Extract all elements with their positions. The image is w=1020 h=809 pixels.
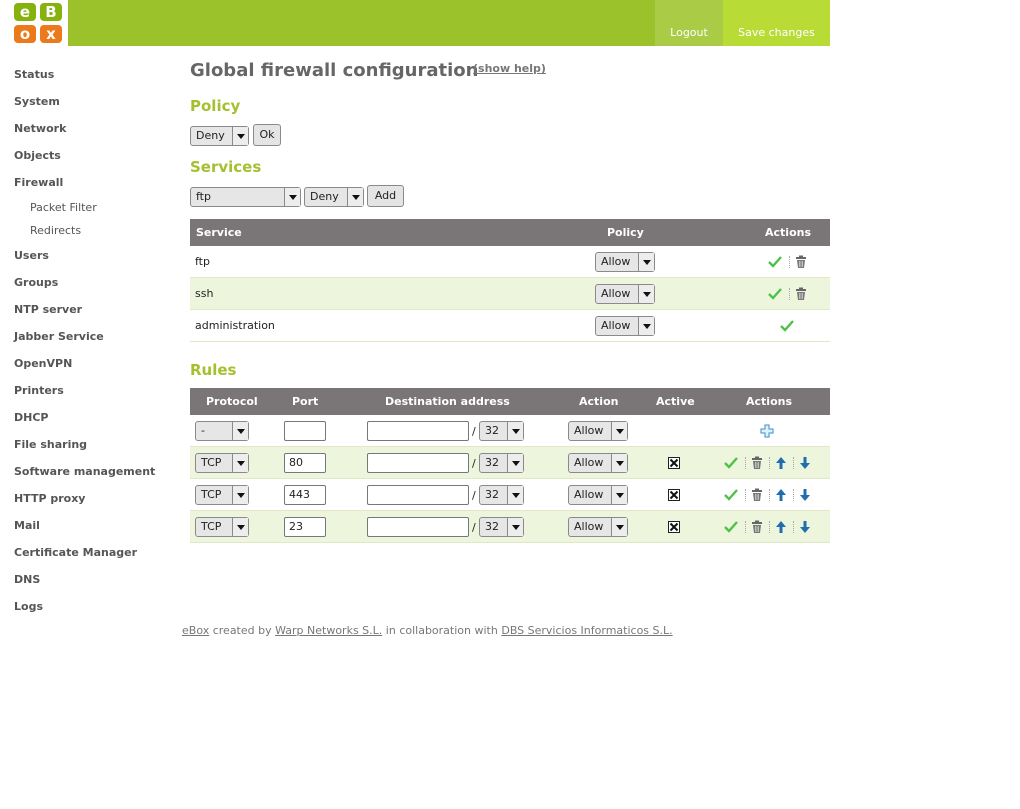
- policy-ok-button[interactable]: Ok: [253, 124, 281, 146]
- sidebar-item-openvpn[interactable]: OpenVPN: [14, 357, 73, 370]
- chevron-down-icon: [232, 127, 248, 145]
- chevron-down-icon: [611, 422, 627, 440]
- protocol-select-value: TCP: [201, 488, 222, 501]
- apply-check-icon[interactable]: [724, 520, 738, 534]
- sidebar-subitem-packet-filter[interactable]: Packet Filter: [30, 201, 97, 214]
- column-header-destination: Destination address: [385, 395, 510, 408]
- services-heading: Services: [190, 158, 262, 176]
- column-header-actions: Actions: [765, 226, 811, 239]
- service-select[interactable]: [190, 187, 301, 207]
- chevron-down-icon: [232, 422, 248, 440]
- mask-select-value: 32: [485, 424, 499, 437]
- logo-letter: e: [14, 3, 36, 21]
- active-checkbox[interactable]: [668, 521, 680, 533]
- protocol-select[interactable]: [195, 485, 249, 505]
- dbs-link[interactable]: DBS Servicios Informaticos S.L.: [501, 624, 673, 637]
- ebox-logo[interactable]: [14, 3, 64, 43]
- action-select[interactable]: [568, 485, 628, 505]
- protocol-select[interactable]: [195, 517, 249, 537]
- column-header-action: Action: [579, 395, 619, 408]
- sidebar-item-logs[interactable]: Logs: [14, 600, 43, 613]
- separator: [789, 256, 790, 268]
- apply-check-icon[interactable]: [768, 255, 782, 269]
- policy-select[interactable]: [190, 126, 249, 146]
- mask-select[interactable]: [479, 485, 524, 505]
- sidebar-item-users[interactable]: Users: [14, 249, 49, 262]
- sidebar-item-mail[interactable]: Mail: [14, 519, 40, 532]
- column-header-port: Port: [292, 395, 319, 408]
- trash-icon[interactable]: [750, 488, 764, 502]
- sidebar-item-groups[interactable]: Groups: [14, 276, 59, 289]
- destination-address-input[interactable]: [367, 421, 469, 441]
- protocol-select-value: TCP: [201, 456, 222, 469]
- rules-heading: Rules: [190, 361, 237, 379]
- rule-row: [190, 511, 830, 543]
- protocol-select-value: TCP: [201, 520, 222, 533]
- rule-row: [190, 447, 830, 479]
- sidebar-subitem-redirects[interactable]: Redirects: [30, 224, 82, 237]
- warp-networks-link[interactable]: Warp Networks S.L.: [275, 624, 383, 637]
- mask-separator: /: [472, 457, 476, 470]
- apply-check-icon[interactable]: [780, 319, 794, 333]
- service-policy-select[interactable]: [304, 187, 364, 207]
- action-select-value: Allow: [574, 456, 604, 469]
- chevron-down-icon: [507, 422, 523, 440]
- row-policy-select[interactable]: [595, 316, 655, 336]
- sidebar-item-network[interactable]: Network: [14, 122, 67, 135]
- row-policy-select-value: Allow: [601, 287, 631, 300]
- chevron-down-icon: [638, 285, 654, 303]
- service-name: ssh: [195, 287, 214, 300]
- separator: [745, 489, 746, 501]
- trash-icon[interactable]: [750, 520, 764, 534]
- separator: [769, 457, 770, 469]
- sidebar-item-firewall[interactable]: Firewall: [14, 176, 64, 189]
- port-input[interactable]: 80: [284, 453, 326, 473]
- service-name: administration: [195, 319, 275, 332]
- footer-text-created-by: created by: [212, 624, 272, 637]
- mask-select-value: 32: [485, 456, 499, 469]
- sidebar-item-software-management[interactable]: Software management: [14, 465, 156, 478]
- row-policy-select-value: Allow: [601, 255, 631, 268]
- separator: [745, 521, 746, 533]
- sidebar-item-certificate-manager[interactable]: Certificate Manager: [14, 546, 138, 559]
- separator: [793, 457, 794, 469]
- mask-select[interactable]: [479, 453, 524, 473]
- active-checkbox[interactable]: [668, 457, 680, 469]
- mask-separator: /: [472, 489, 476, 502]
- checked-x-icon: [669, 490, 679, 500]
- chevron-down-icon: [507, 454, 523, 472]
- apply-check-icon[interactable]: [724, 456, 738, 470]
- separator: [769, 489, 770, 501]
- column-header-actions: Actions: [746, 395, 792, 408]
- mask-select[interactable]: [479, 517, 524, 537]
- sidebar-item-status[interactable]: Status: [14, 68, 55, 81]
- sidebar-item-dhcp[interactable]: DHCP: [14, 411, 49, 424]
- logo-letter: B: [40, 3, 62, 21]
- port-input[interactable]: [284, 421, 326, 441]
- separator: [745, 457, 746, 469]
- protocol-select-value: -: [201, 424, 205, 437]
- action-select[interactable]: [568, 421, 628, 441]
- chevron-down-icon: [611, 454, 627, 472]
- add-service-button[interactable]: Add: [367, 185, 404, 207]
- chevron-down-icon: [638, 253, 654, 271]
- separator: [793, 521, 794, 533]
- apply-check-icon[interactable]: [724, 488, 738, 502]
- arrow-down-icon[interactable]: [798, 456, 812, 470]
- sidebar-item-file-sharing[interactable]: File sharing: [14, 438, 88, 451]
- chevron-down-icon: [232, 454, 248, 472]
- chevron-down-icon: [611, 518, 627, 536]
- chevron-down-icon: [232, 486, 248, 504]
- footer-text-collab: in collaboration with: [385, 624, 498, 637]
- sidebar-item-printers[interactable]: Printers: [14, 384, 64, 397]
- policy-select-value: Deny: [196, 129, 225, 142]
- protocol-select[interactable]: [195, 453, 249, 473]
- checked-x-icon: [669, 522, 679, 532]
- save-changes-button[interactable]: Save changes: [723, 0, 830, 46]
- show-help-link[interactable]: (show help): [473, 62, 546, 75]
- action-select[interactable]: [568, 517, 628, 537]
- new-rule-row: [190, 415, 830, 447]
- logo-letter: o: [14, 25, 36, 43]
- column-header-protocol: Protocol: [206, 395, 258, 408]
- rules-table-header: [190, 388, 830, 415]
- trash-icon[interactable]: [794, 287, 808, 301]
- row-policy-select[interactable]: [595, 252, 655, 272]
- chevron-down-icon: [507, 518, 523, 536]
- action-select-value: Allow: [574, 424, 604, 437]
- trash-icon[interactable]: [794, 255, 808, 269]
- destination-address-input[interactable]: [367, 485, 469, 505]
- logo-letter: x: [40, 25, 62, 43]
- arrow-down-icon[interactable]: [798, 520, 812, 534]
- column-header-active: Active: [656, 395, 695, 408]
- destination-address-input[interactable]: [367, 517, 469, 537]
- checked-x-icon: [669, 458, 679, 468]
- mask-select-value: 32: [485, 488, 499, 501]
- destination-address-input[interactable]: [367, 453, 469, 473]
- sidebar-item-jabber-service[interactable]: Jabber Service: [14, 330, 104, 343]
- action-select[interactable]: [568, 453, 628, 473]
- service-select-value: ftp: [196, 190, 211, 203]
- sidebar-item-ntp-server[interactable]: NTP server: [14, 303, 83, 316]
- arrow-up-icon[interactable]: [774, 520, 788, 534]
- table-row: [190, 310, 830, 342]
- chevron-down-icon: [638, 317, 654, 335]
- table-row: [190, 278, 830, 310]
- add-plus-icon[interactable]: [760, 424, 774, 438]
- active-checkbox[interactable]: [668, 489, 680, 501]
- action-select-value: Allow: [574, 520, 604, 533]
- chevron-down-icon: [232, 518, 248, 536]
- row-policy-select-value: Allow: [601, 319, 631, 332]
- sidebar-item-objects[interactable]: Objects: [14, 149, 61, 162]
- page-title: Global firewall configuration: [190, 60, 479, 81]
- port-input[interactable]: 443: [284, 485, 326, 505]
- column-header-policy: Policy: [607, 226, 644, 239]
- logout-button[interactable]: Logout: [655, 0, 723, 46]
- arrow-up-icon[interactable]: [774, 488, 788, 502]
- mask-select[interactable]: [479, 421, 524, 441]
- ebox-link[interactable]: eBox: [182, 624, 210, 637]
- chevron-down-icon: [284, 188, 300, 206]
- mask-select-value: 32: [485, 520, 499, 533]
- action-select-value: Allow: [574, 488, 604, 501]
- table-row: [190, 246, 830, 278]
- services-table-header: [190, 219, 830, 246]
- arrow-up-icon[interactable]: [774, 456, 788, 470]
- service-name: ftp: [195, 255, 210, 268]
- logo-area: [0, 0, 68, 46]
- sidebar-item-system[interactable]: System: [14, 95, 60, 108]
- separator: [769, 521, 770, 533]
- trash-icon[interactable]: [750, 456, 764, 470]
- policy-heading: Policy: [190, 97, 241, 115]
- rule-row: [190, 479, 830, 511]
- footer: [182, 624, 673, 637]
- protocol-select[interactable]: [195, 421, 249, 441]
- mask-separator: /: [472, 425, 476, 438]
- apply-check-icon[interactable]: [768, 287, 782, 301]
- chevron-down-icon: [347, 188, 363, 206]
- arrow-down-icon[interactable]: [798, 488, 812, 502]
- mask-separator: /: [472, 521, 476, 534]
- sidebar-item-dns[interactable]: DNS: [14, 573, 41, 586]
- column-header-service: Service: [196, 226, 242, 239]
- port-input[interactable]: 23: [284, 517, 326, 537]
- separator: [789, 288, 790, 300]
- row-policy-select[interactable]: [595, 284, 655, 304]
- chevron-down-icon: [611, 486, 627, 504]
- sidebar-item-http-proxy[interactable]: HTTP proxy: [14, 492, 86, 505]
- chevron-down-icon: [507, 486, 523, 504]
- separator: [793, 489, 794, 501]
- service-policy-select-value: Deny: [310, 190, 339, 203]
